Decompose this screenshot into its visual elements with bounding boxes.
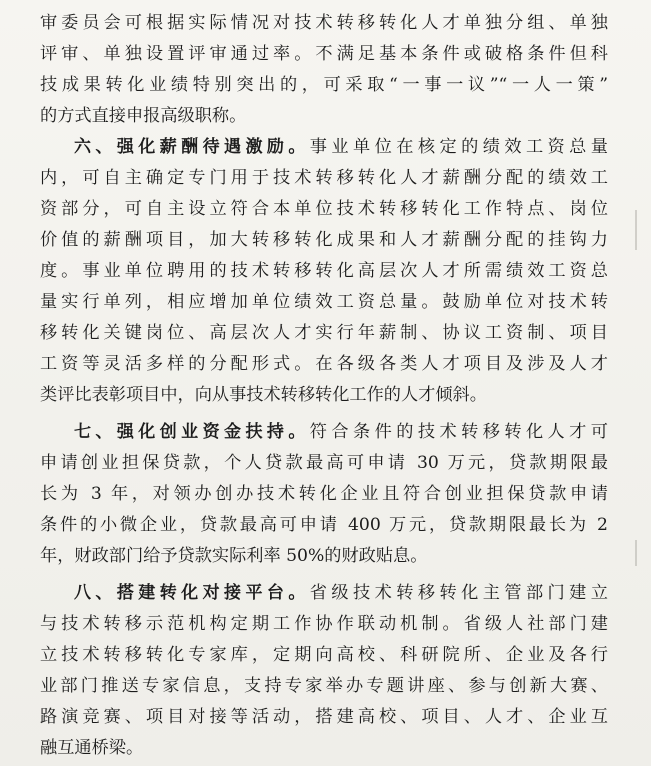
paragraph-startup-funding xyxy=(40,417,608,572)
text-line: 申请创业担保贷款，个人贷款最高可申请 30 万元，贷款期限最 xyxy=(40,453,608,473)
paragraph-first-line xyxy=(40,417,608,448)
text-line: 与技术转移示范机构定期工作协作联动机制。省级人社部门建 xyxy=(40,614,608,634)
text-line: 工资等灵活多样的分配形式。在各级各类人才项目及涉及人才 xyxy=(40,354,608,374)
text-line: 长为 3 年，对领办创办技术转化企业且符合创业担保贷款申请 xyxy=(40,484,608,504)
text-line: 资部分，可自主设立符合本单位技术转移转化工作特点、岗位 xyxy=(40,199,608,219)
text-line: 内，可自主确定专门用于技术转移转化人才薪酬分配的绩效工 xyxy=(40,168,608,188)
text-line: 度。事业单位聘用的技术转移转化高层次人才所需绩效工资总 xyxy=(40,261,608,281)
text-line: 融互通桥梁。 xyxy=(40,738,144,758)
paragraph-transfer-platform xyxy=(40,578,608,764)
paragraph-salary-incentive xyxy=(40,132,608,411)
text-line: 移转化关键岗位、高层次人才实行年薪制、协议工资制、项目 xyxy=(40,323,608,343)
paragraph-talent-evaluation xyxy=(40,8,608,132)
paragraph-first-line xyxy=(40,578,608,609)
text-line: 立技术转移转化专家库，定期向高校、科研院所、企业及各行 xyxy=(40,645,608,665)
section-heading: 八、搭建转化对接平台。 xyxy=(74,583,310,603)
scan-edge-mark xyxy=(635,210,637,250)
text-run: 事业单位在核定的绩效工资总量 xyxy=(309,137,608,157)
text-line: 价值的薪酬项目，加大转移转化成果和人才薪酬分配的挂钩力 xyxy=(40,230,608,250)
text-line: 审委员会可根据实际情况对技术转移转化人才单独分组、单独 xyxy=(40,13,608,33)
document-body xyxy=(40,8,608,764)
text-line: 评审、单独设置评审通过率。不满足基本条件或破格条件但科 xyxy=(40,44,608,64)
section-heading: 六、强化薪酬待遇激励。 xyxy=(74,137,310,157)
text-line: 路演竞赛、项目对接等活动，搭建高校、项目、人才、企业互 xyxy=(40,707,608,727)
text-line: 量实行单列，相应增加单位绩效工资总量。鼓励单位对技术转 xyxy=(40,292,608,312)
section-heading: 七、强化创业资金扶持。 xyxy=(74,422,310,442)
paragraph-first-line xyxy=(40,132,608,163)
text-run: 省级技术转移转化主管部门建立 xyxy=(309,583,608,603)
text-line: 业部门推送专家信息，支持专家举办专题讲座、参与创新大赛、 xyxy=(40,676,608,696)
text-line: 类评比表彰项目中，向从事技术转移转化工作的人才倾斜。 xyxy=(40,385,487,405)
text-line: 条件的小微企业，贷款最高可申请 400 万元，贷款期限最长为 2 xyxy=(40,515,608,535)
text-run: 符合条件的技术转移转化人才可 xyxy=(309,422,608,442)
text-line: 年，财政部门给予贷款实际利率 50%的财政贴息。 xyxy=(40,546,428,566)
text-line: 的方式直接申报高级职称。 xyxy=(40,106,247,126)
text-line: 技成果转化业绩特别突出的，可采取“一事一议”“一人一策” xyxy=(40,75,608,95)
scan-edge-mark xyxy=(635,540,637,566)
